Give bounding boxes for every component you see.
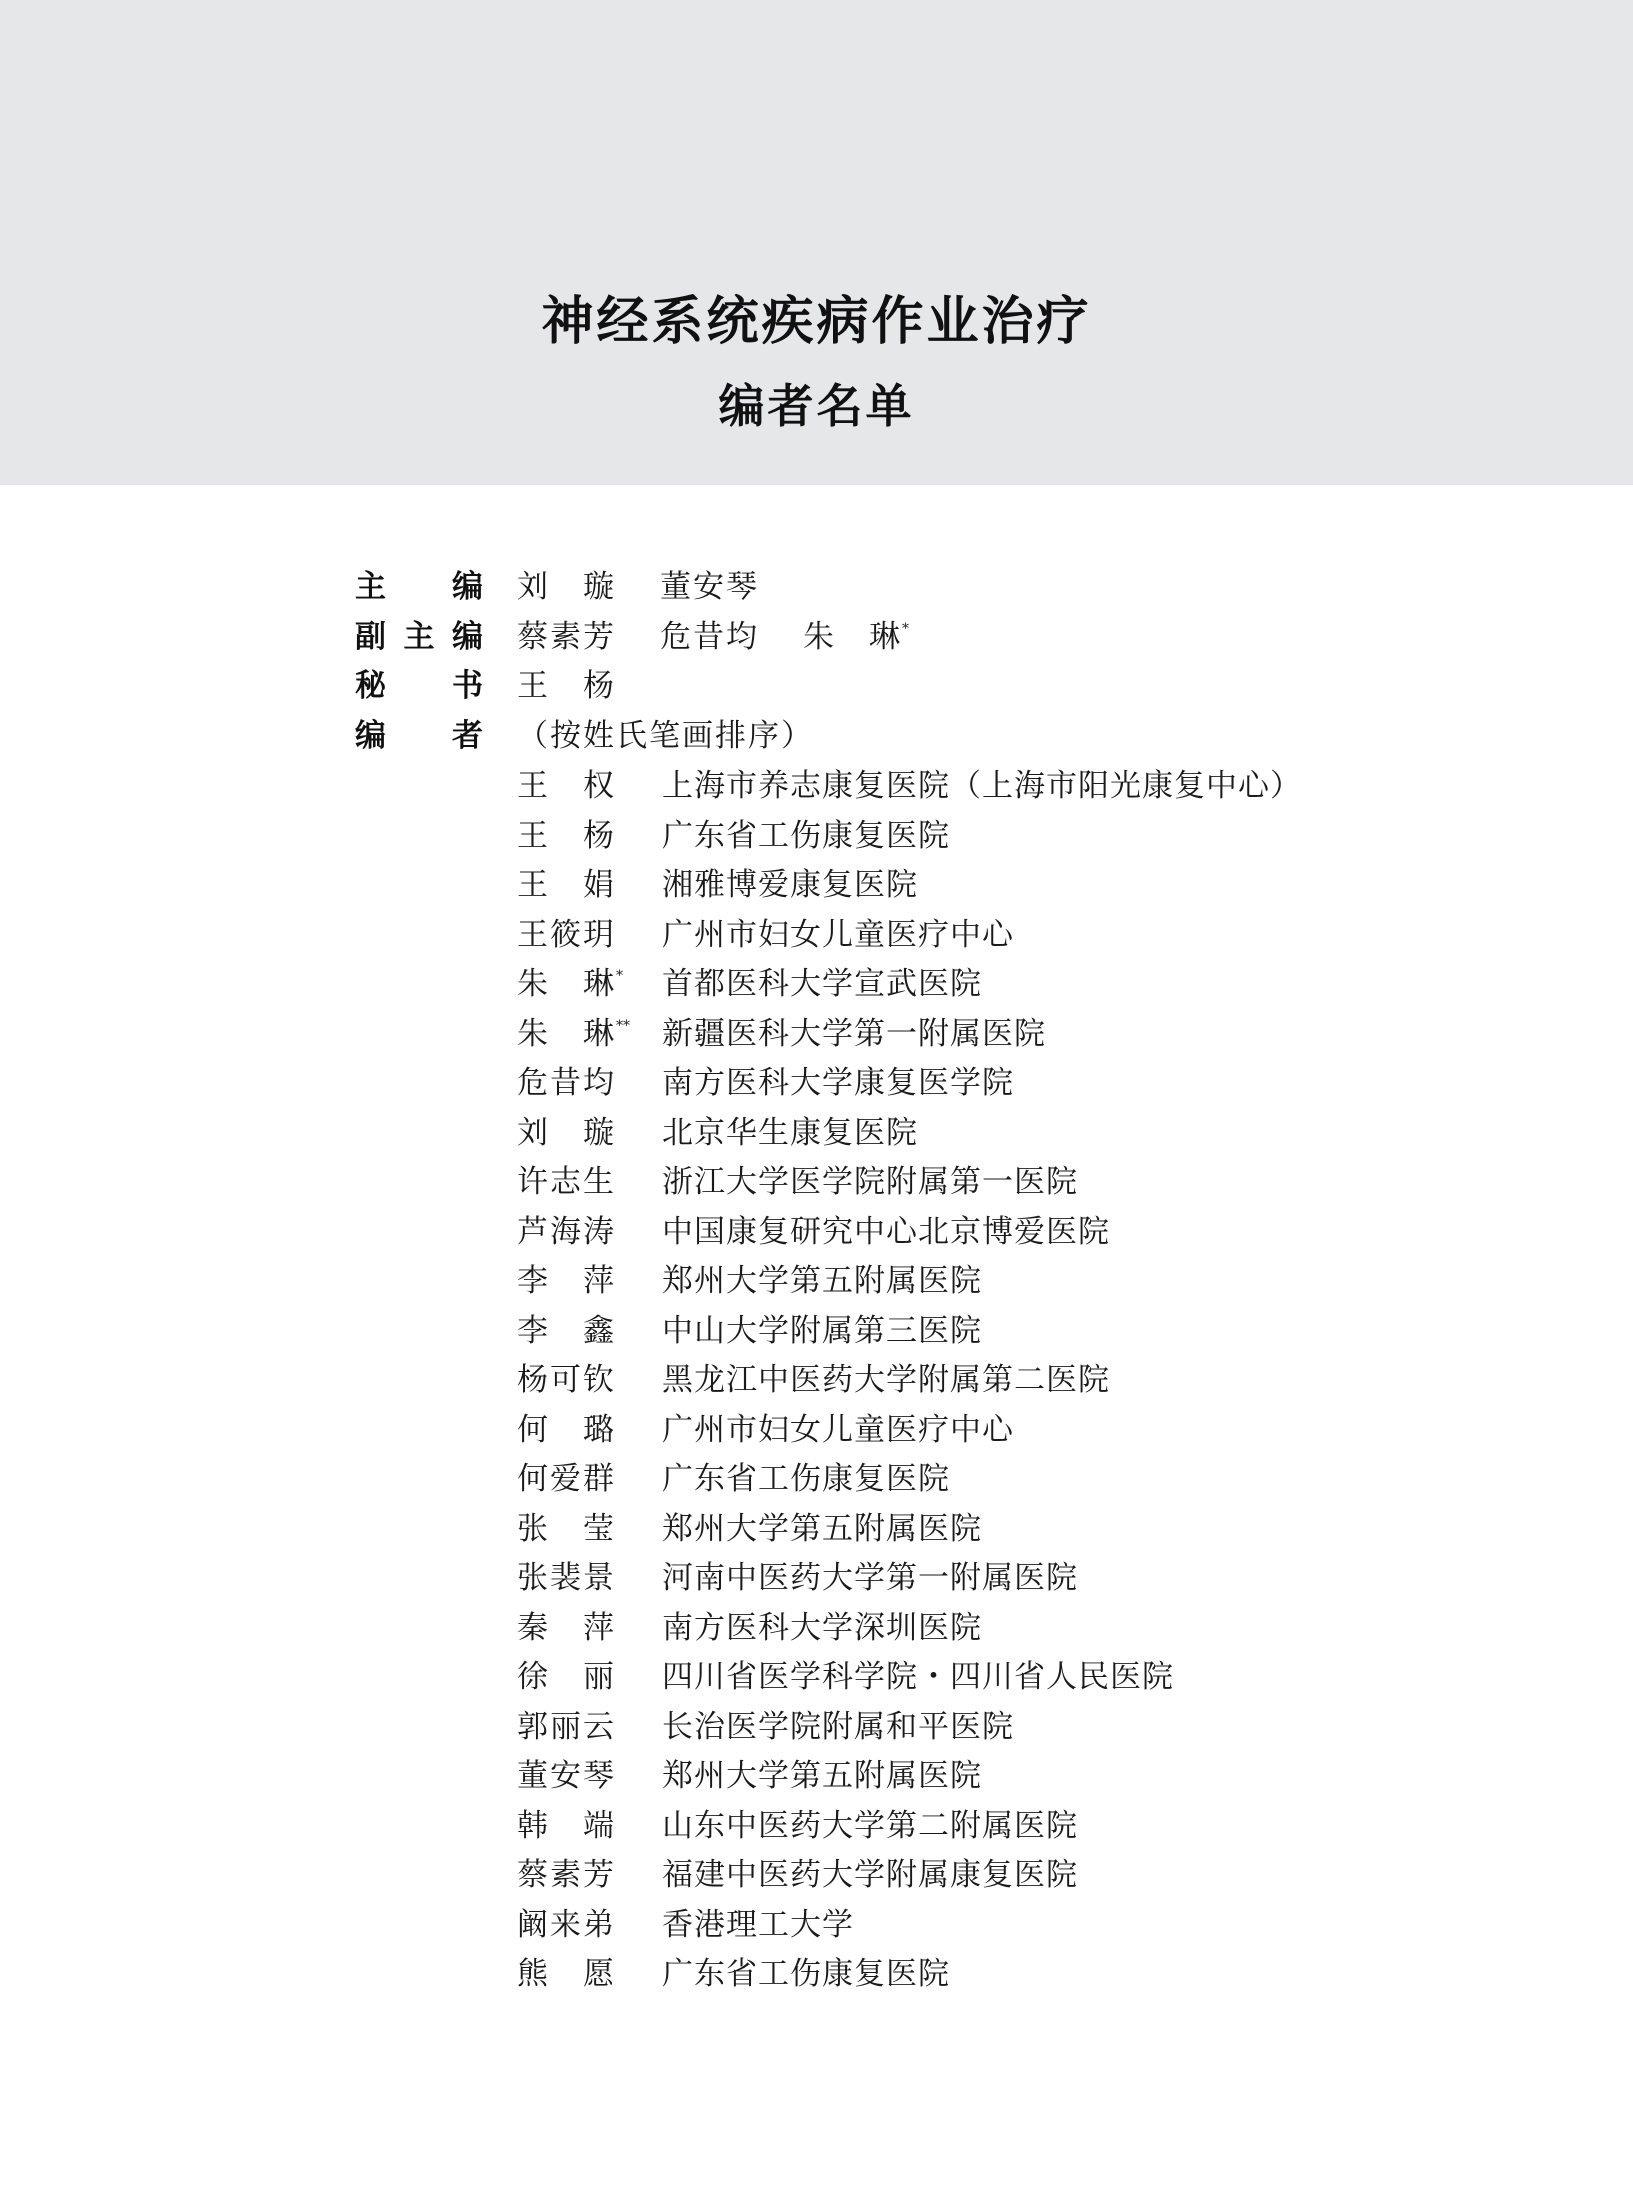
footnote-mark: ** (616, 1017, 630, 1034)
editor-name: 王 娟 (517, 867, 616, 903)
editor-institution: 南方医科大学康复医学院 (662, 1065, 1014, 1101)
editor-name: 许志生 (517, 1164, 616, 1200)
editor-institution: 中国康复研究中心北京博爱医院 (662, 1213, 1110, 1250)
editor-name: 杨可钦 (517, 1362, 616, 1398)
editor-institution: 广州市妇女儿童医疗中心 (662, 1411, 1014, 1448)
editor-name: 徐 丽 (517, 1659, 616, 1695)
editor-institution: 郑州大学第五附属医院 (662, 1758, 982, 1794)
editor-institution: 广东省工伤康复医院 (662, 1461, 950, 1497)
editor-name: 李 鑫 (517, 1312, 616, 1349)
footnote-mark: * (902, 620, 909, 637)
editor-institution: 南方医科大学深圳医院 (662, 1609, 982, 1646)
editor-institution: 福建中医药大学附属康复医院 (662, 1857, 1078, 1893)
role-name: （按姓氏笔画排序） (517, 717, 814, 754)
editor-name: 朱 琳* (517, 966, 623, 1002)
editor-name: 王筱玥 (517, 916, 616, 953)
editor-name: 董安琴 (517, 1758, 616, 1794)
editor-institution: 北京华生康复医院 (662, 1114, 918, 1151)
editor-name: 阚来弟 (517, 1906, 616, 1943)
editor-name: 朱 琳** (517, 1015, 630, 1052)
role-name: 董安琴 (660, 569, 759, 605)
editor-institution: 香港理工大学 (662, 1906, 854, 1943)
editor-institution: 黑龙江中医药大学附属第二医院 (662, 1362, 1110, 1398)
role-names (517, 563, 759, 613)
editor-institution: 湘雅博爱康复医院 (662, 867, 918, 903)
editor-institution: 长治医学院附属和平医院 (662, 1708, 1014, 1745)
role-label: 主编 (355, 569, 483, 605)
role-names (517, 613, 909, 663)
role-label: 秘书 (355, 668, 483, 704)
role-name: 危昔均 (660, 618, 759, 655)
role-name: 朱 琳 (803, 618, 902, 655)
editor-name: 芦海涛 (517, 1213, 616, 1250)
role-name: 蔡素芳 (517, 618, 616, 655)
editor-institution: 广州市妇女儿童医疗中心 (662, 916, 1014, 953)
editor-name: 王 权 (517, 768, 616, 804)
book-title: 神经系统疾病作业治疗 (541, 292, 1092, 352)
role-names (517, 712, 814, 762)
editor-name: 郭丽云 (517, 1708, 616, 1745)
editor-institution: 中山大学附属第三医院 (662, 1312, 982, 1349)
editor-name: 刘 璇 (517, 1114, 616, 1151)
editor-name: 张 莹 (517, 1510, 616, 1547)
editor-name: 蔡素芳 (517, 1857, 616, 1893)
role-name: 刘 璇 (517, 569, 616, 605)
editor-name: 何 璐 (517, 1411, 616, 1448)
role-name: 王 杨 (517, 668, 616, 704)
page-subtitle: 编者名单 (718, 379, 915, 433)
editor-institution: 河南中医药大学第一附属医院 (662, 1560, 1078, 1596)
editor-institution: 四川省医学科学院・四川省人民医院 (662, 1659, 1174, 1695)
editor-institution: 广东省工伤康复医院 (662, 817, 950, 854)
editor-institution: 首都医科大学宣武医院 (662, 966, 982, 1002)
editor-name: 张裴景 (517, 1560, 616, 1596)
editor-name: 王 杨 (517, 817, 616, 854)
editor-institution: 上海市养志康复医院（上海市阳光康复中心） (662, 768, 1302, 804)
editor-name: 危昔均 (517, 1065, 616, 1101)
editor-name: 秦 萍 (517, 1609, 616, 1646)
editor-institution: 郑州大学第五附属医院 (662, 1263, 982, 1299)
editor-name: 熊 愿 (517, 1956, 616, 1992)
editor-institution: 新疆医科大学第一附属医院 (662, 1015, 1046, 1052)
editor-institution: 浙江大学医学院附属第一医院 (662, 1164, 1078, 1200)
footnote-mark: * (616, 968, 623, 984)
editor-name: 韩 端 (517, 1807, 616, 1844)
editor-name: 李 萍 (517, 1263, 616, 1299)
role-names (517, 662, 616, 712)
editor-institution: 山东中医药大学第二附属医院 (662, 1807, 1078, 1844)
editor-name: 何爱群 (517, 1461, 616, 1497)
role-label: 副主编 (355, 618, 483, 655)
editor-institution: 广东省工伤康复医院 (662, 1956, 950, 1992)
role-label: 编者 (355, 717, 483, 754)
editor-institution: 郑州大学第五附属医院 (662, 1510, 982, 1547)
